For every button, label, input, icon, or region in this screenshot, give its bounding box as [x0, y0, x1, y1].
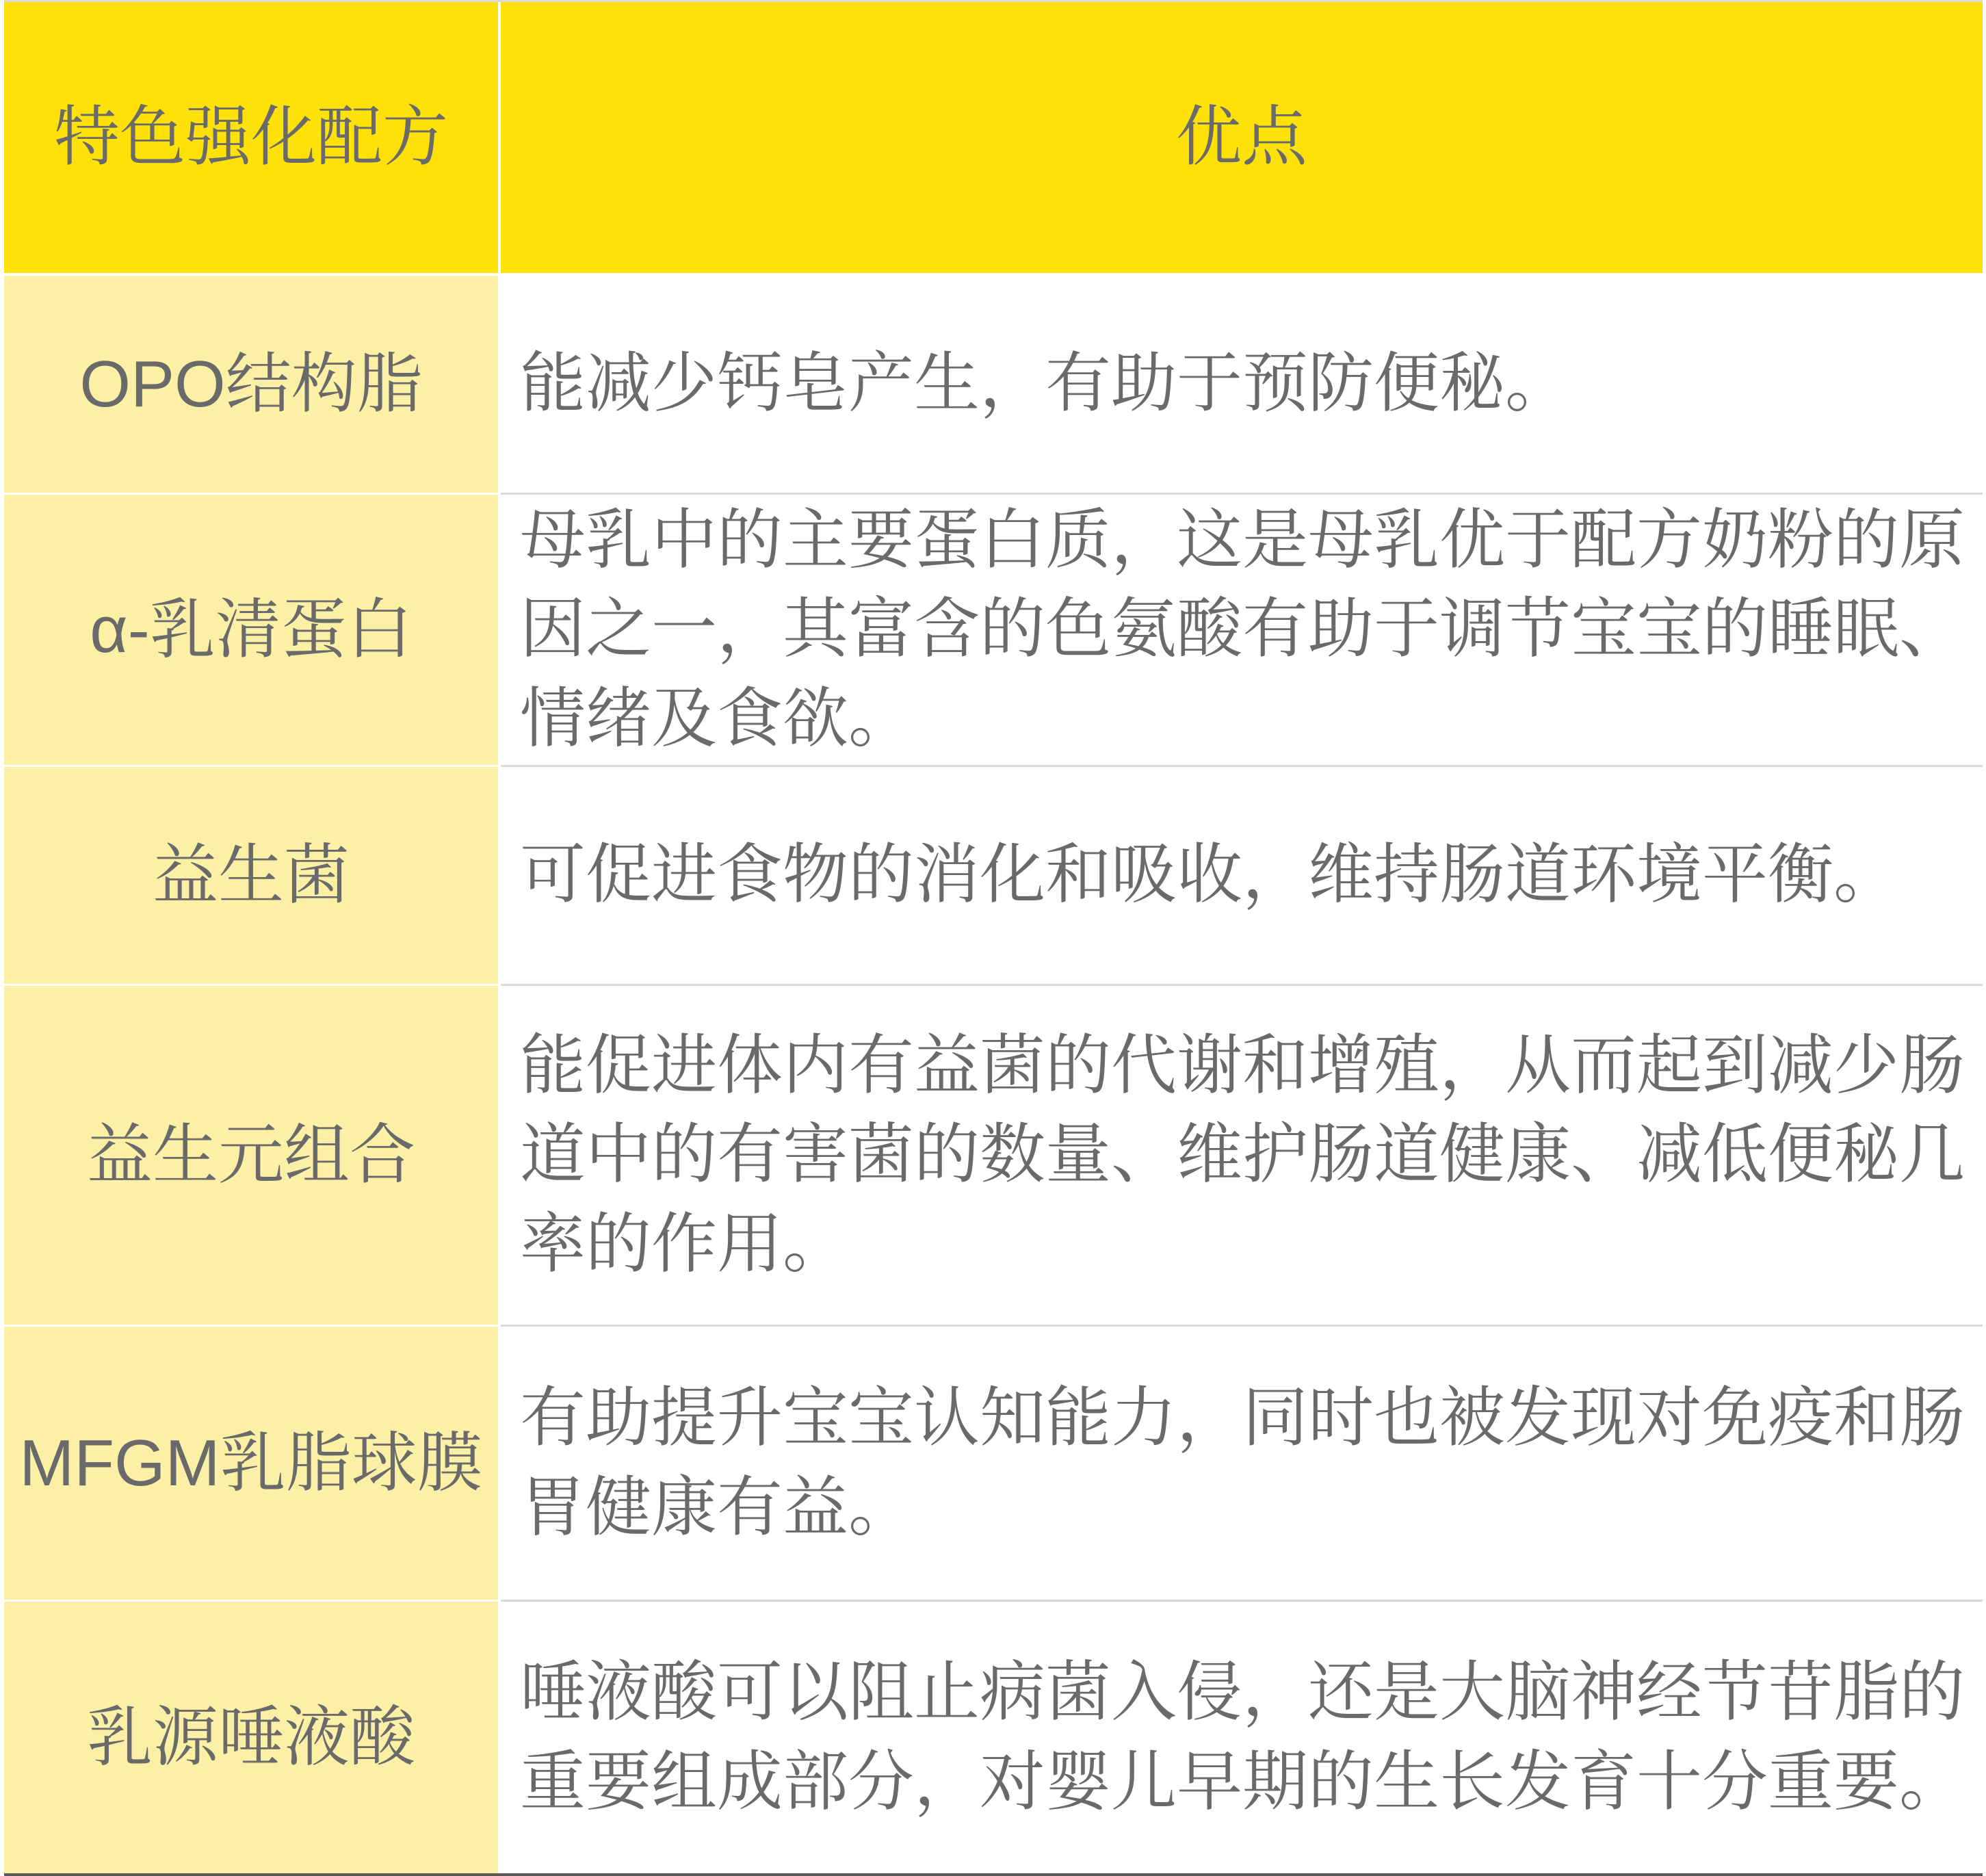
table-row — [4, 1327, 1983, 1602]
benefit-cell — [501, 986, 1983, 1327]
benefit-cell — [501, 1327, 1983, 1602]
benefit-text: 母乳中的主要蛋白质，这是母乳优于配方奶粉的原因之一，其富含的色氨酸有助于调节宝宝的睡眠、情绪及食欲。 — [520, 503, 1965, 755]
formula-label: MFGM乳脂球膜 — [19, 1426, 483, 1500]
benefit-cell — [501, 276, 1983, 495]
header-benefit-label: 优点 — [1176, 100, 1307, 174]
benefit-text: 能促进体内有益菌的代谢和增殖，从而起到减少肠道中的有害菌的数量、维护肠道健康、减低便秘几率的作用。 — [520, 1028, 1965, 1281]
table-row — [4, 276, 1983, 495]
benefit-cell — [501, 495, 1983, 767]
header-row — [4, 2, 1983, 276]
table-row — [4, 1602, 1983, 1873]
benefit-cell — [501, 1602, 1983, 1873]
formula-label: OPO结构脂 — [79, 347, 423, 421]
benefit-cell — [501, 767, 1983, 986]
benefit-text: 唾液酸可以阻止病菌入侵，还是大脑神经节苷脂的重要组成部分，对婴儿早期的生长发育十分重要。 — [520, 1655, 1965, 1819]
formula-label: 益生菌 — [153, 838, 350, 912]
formula-label: 乳源唾液酸 — [87, 1700, 415, 1774]
benefit-text: 有助提升宝宝认知能力，同时也被发现对免疫和肠胃健康有益。 — [520, 1381, 1965, 1544]
table-row — [4, 495, 1983, 767]
table-row — [4, 986, 1983, 1327]
benefit-text: 能减少钙皂产生，有助于预防便秘。 — [520, 347, 1571, 421]
formula-cell — [4, 276, 498, 495]
formula-cell — [4, 1602, 498, 1873]
benefit-text: 可促进食物的消化和吸收，维持肠道环境平衡。 — [520, 838, 1899, 912]
formula-cell — [4, 1327, 498, 1602]
table-row — [4, 767, 1983, 986]
formula-cell — [4, 986, 498, 1327]
header-formula-label: 特色强化配方 — [54, 101, 448, 174]
formula-cell — [4, 495, 498, 767]
formula-label: α-乳清蛋白 — [90, 592, 413, 666]
comparison-table — [4, 0, 1983, 1876]
formula-label: 益生元组合 — [87, 1118, 415, 1192]
header-cell-benefit — [501, 2, 1983, 276]
formula-cell — [4, 767, 498, 986]
header-cell-formula — [4, 2, 498, 276]
